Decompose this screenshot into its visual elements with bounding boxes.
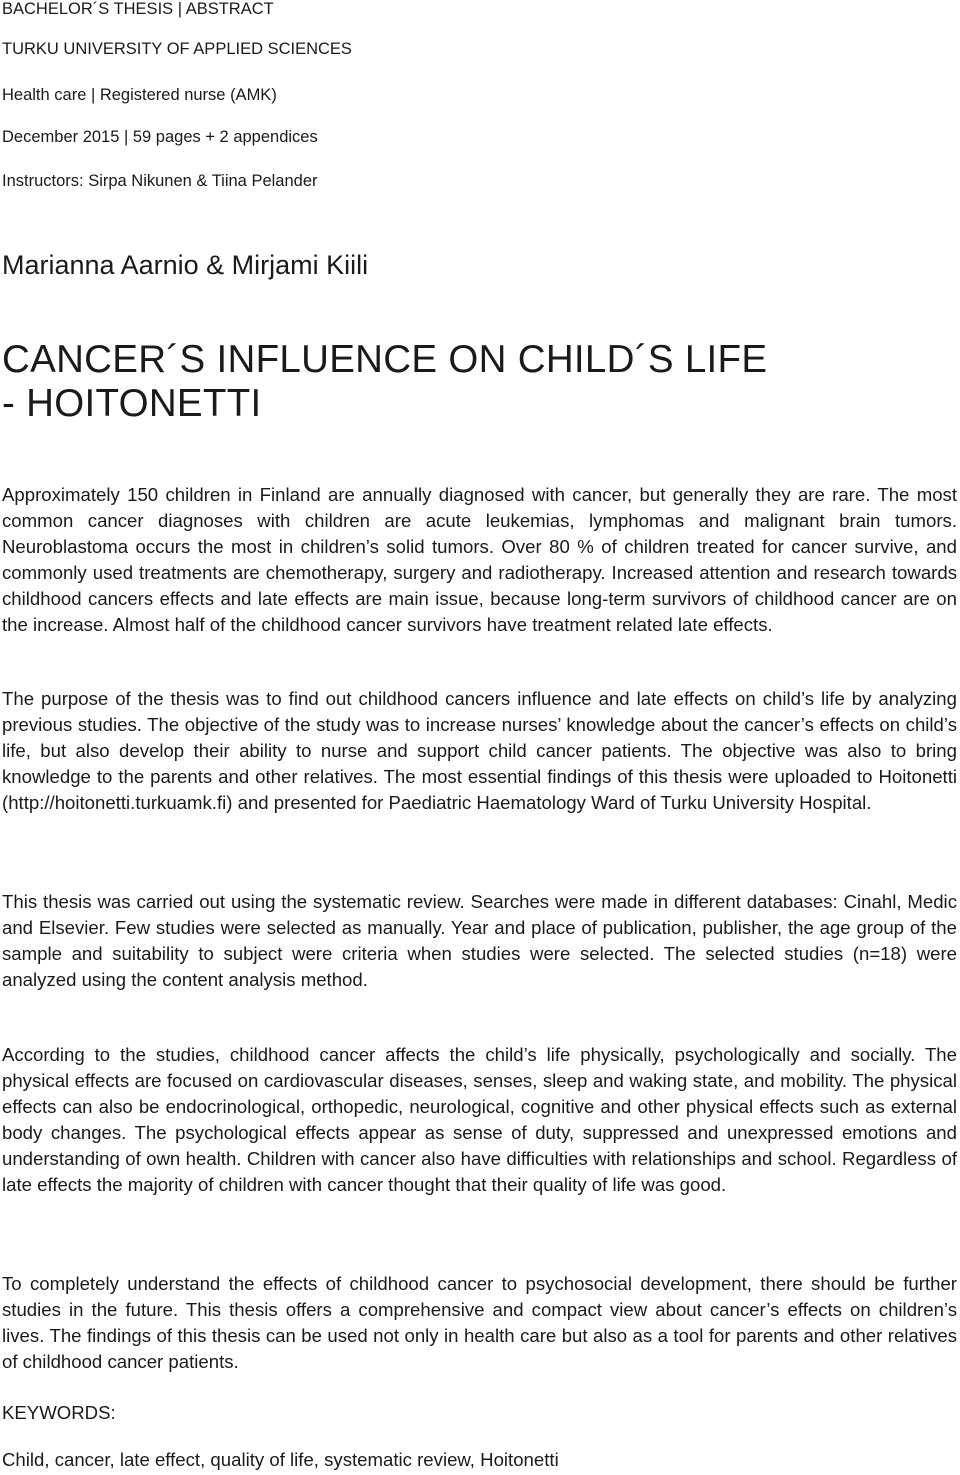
author-names: Marianna Aarnio & Mirjami Kiili: [2, 250, 369, 280]
abstract-paragraph-purpose: The purpose of the thesis was to find out childhood cancers influence and late effects on child’s life by analyzing previous studies. The objective of the study was to increase nurses’ knowledge about the cancer’s effects on child’s life, but also develop their ability to nurse and support child cancer patients. The objective was also to bring knowledge to the parents and other relatives. The most essential findings of this thesis were uploaded to Hoitonetti (http://hoitonetti.turkuamk.fi) and presented for Paediatric Haematology Ward of Turku University Hospital.: [2, 688, 957, 813]
date-and-pages: December 2015 | 59 pages + 2 appendices: [2, 128, 318, 146]
keywords-list: Child, cancer, late effect, quality of life, systematic review, Hoitonetti: [2, 1449, 559, 1470]
thesis-title-line-1: CANCER´S INFLUENCE ON CHILD´S LIFE: [2, 338, 768, 381]
degree-programme: Health care | Registered nurse (AMK): [2, 86, 277, 104]
keywords-label: KEYWORDS:: [2, 1402, 116, 1423]
document-type: BACHELOR´S THESIS | ABSTRACT: [2, 0, 274, 18]
thesis-title-line-2: - HOITONETTI: [2, 382, 262, 425]
abstract-paragraph-background: Approximately 150 children in Finland are annually diagnosed with cancer, but generally they are rare. The most common cancer diagnoses with children are acute leukemias, lymphomas and malignant brain tumors. Neuroblastoma occurs the most in children’s solid tumors. Over 80 % of children treated for cancer survive, and commonly used treatments are chemotherapy, surgery and radiotherapy. Increased attention and research towards childhood cancers effects and late effects are main issue, because long-term survivors of childhood cancer are on the increase. Almost half of the childhood cancer survivors have treatment related late effects.: [2, 484, 957, 635]
abstract-paragraph-methods: This thesis was carried out using the systematic review. Searches were made in different databases: Cinahl, Medic and Elsevier. Few studies were selected as manually. Year and place of publication, publisher, the age group of the sample and suitability to subject were criteria when studies were selected. The selected studies (n=18) were analyzed using the content analysis method.: [2, 891, 957, 990]
thesis-title: [2, 338, 767, 426]
abstract-paragraph-results: According to the studies, childhood cancer affects the child’s life physically, psychologically and socially. The physical effects are focused on cardiovascular diseases, senses, sleep and waking state, and mobility. The physical effects can also be endocrinological, orthopedic, neurological, cognitive and other physical effects such as external body changes. The psychological effects appear as sense of duty, suppressed and unexpressed emotions and understanding of own health. Children with cancer also have difficulties with relationships and school. Regardless of late effects the majority of children with cancer thought that their quality of life was good.: [2, 1044, 957, 1195]
university-name: TURKU UNIVERSITY OF APPLIED SCIENCES: [2, 40, 352, 58]
instructors: Instructors: Sirpa Nikunen & Tiina Pelander: [2, 172, 318, 190]
abstract-paragraph-conclusion: To completely understand the effects of childhood cancer to psychosocial development, there should be further studies in the future. This thesis offers a comprehensive and compact view about cancer’s effects on children’s lives. The findings of this thesis can be used not only in health care but also as a tool for parents and other relatives of childhood cancer patients.: [2, 1273, 957, 1372]
